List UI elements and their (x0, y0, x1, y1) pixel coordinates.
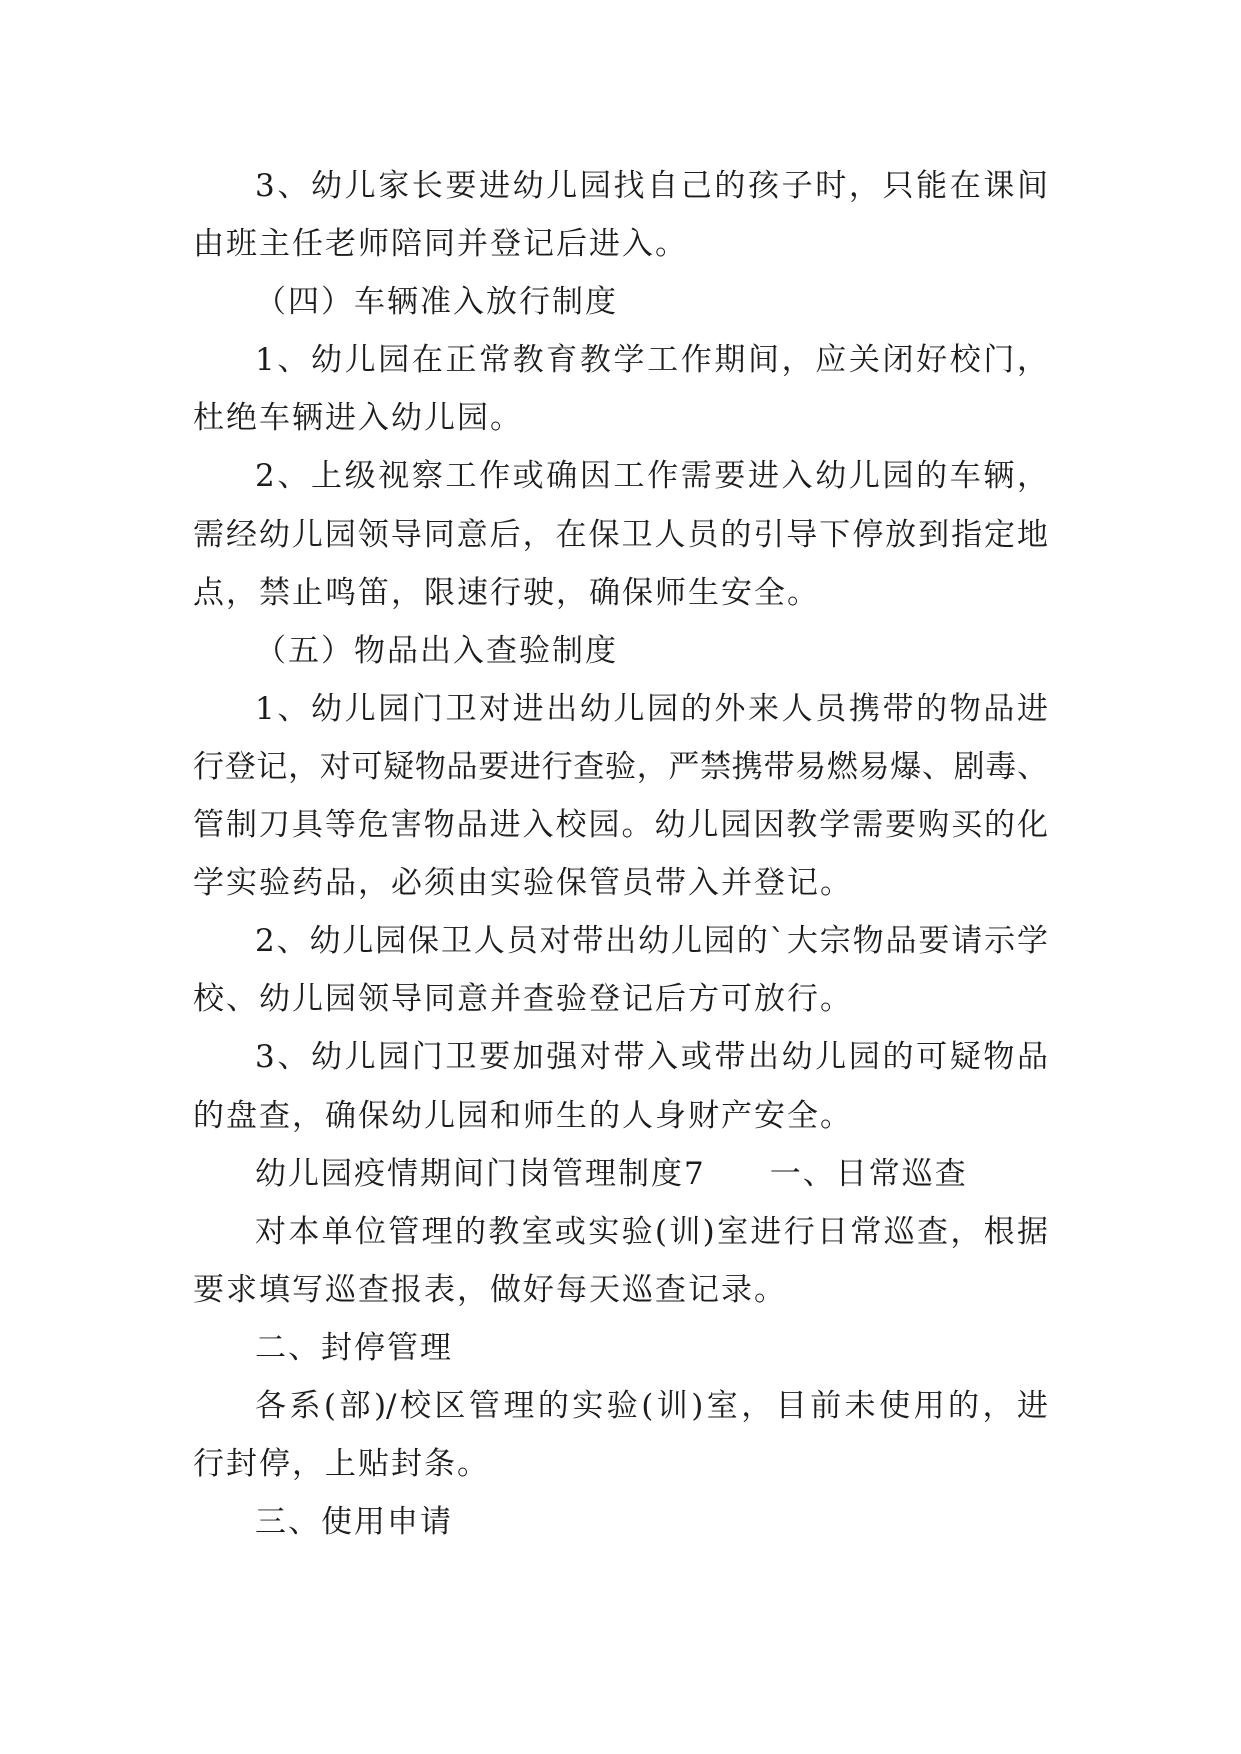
paragraph-line: 各系(部)/校区管理的实验(训)室，目前未使用的，进 (255, 1387, 1048, 1424)
paragraph-line: 管制刀具等危害物品进入校园。幼儿园因教学需要购买的化 (193, 807, 1048, 844)
paragraph-line: 3、幼儿园门卫要加强对带入或带出幼儿园的可疑物品 (255, 1039, 1048, 1076)
paragraph-line: 1、幼儿园门卫对进出幼儿园的外来人员携带的物品进 (255, 690, 1048, 727)
paragraph-line: 行封停，上贴封条。 (193, 1446, 490, 1483)
document-body (193, 157, 1048, 1551)
paragraph-line: 行登记，对可疑物品要进行查验，严禁携带易燃易爆、剧毒、 (193, 748, 1048, 785)
paragraph-line: 2、幼儿园保卫人员对带出幼儿园的`大宗物品要请示学 (255, 923, 1048, 960)
paragraph-line: 学实验药品，必须由实验保管员带入并登记。 (193, 865, 853, 902)
paragraph-line: 由班主任老师陪同并登记后进入。 (193, 226, 688, 263)
paragraph-line: 2、上级视察工作或确因工作需要进入幼儿园的车辆， (255, 458, 1048, 495)
policy-title-line (193, 1145, 1048, 1203)
paragraph-line: 对本单位管理的教室或实验(训)室进行日常巡查，根据 (255, 1213, 1048, 1250)
paragraph-line: 校、幼儿园领导同意并查验登记后方可放行。 (193, 981, 853, 1018)
paragraph-line: 的盘查，确保幼儿园和师生的人身财产安全。 (193, 1097, 853, 1134)
paragraph-line: 要求填写巡查报表，做好每天巡查记录。 (193, 1271, 787, 1308)
section-heading: （四）车辆准入放行制度 (255, 284, 618, 321)
section-heading: 一、日常巡查 (769, 1155, 968, 1192)
policy-title: 幼儿园疫情期间门岗管理制度7 (255, 1155, 706, 1192)
section-heading: （五）物品出入查验制度 (255, 632, 618, 669)
paragraph-line: 杜绝车辆进入幼儿园。 (193, 400, 523, 437)
paragraph-line: 需经幼儿园领导同意后，在保卫人员的引导下停放到指定地 (193, 516, 1048, 553)
section-heading: 三、使用申请 (255, 1504, 453, 1541)
section-heading: 二、封停管理 (255, 1329, 453, 1366)
paragraph-line: 点，禁止鸣笛，限速行驶，确保师生安全。 (193, 574, 820, 611)
paragraph-line: 1、幼儿园在正常教育教学工作期间，应关闭好校门， (255, 342, 1048, 379)
paragraph-line: 3、幼儿家长要进幼儿园找自己的孩子时，只能在课间 (255, 168, 1048, 204)
